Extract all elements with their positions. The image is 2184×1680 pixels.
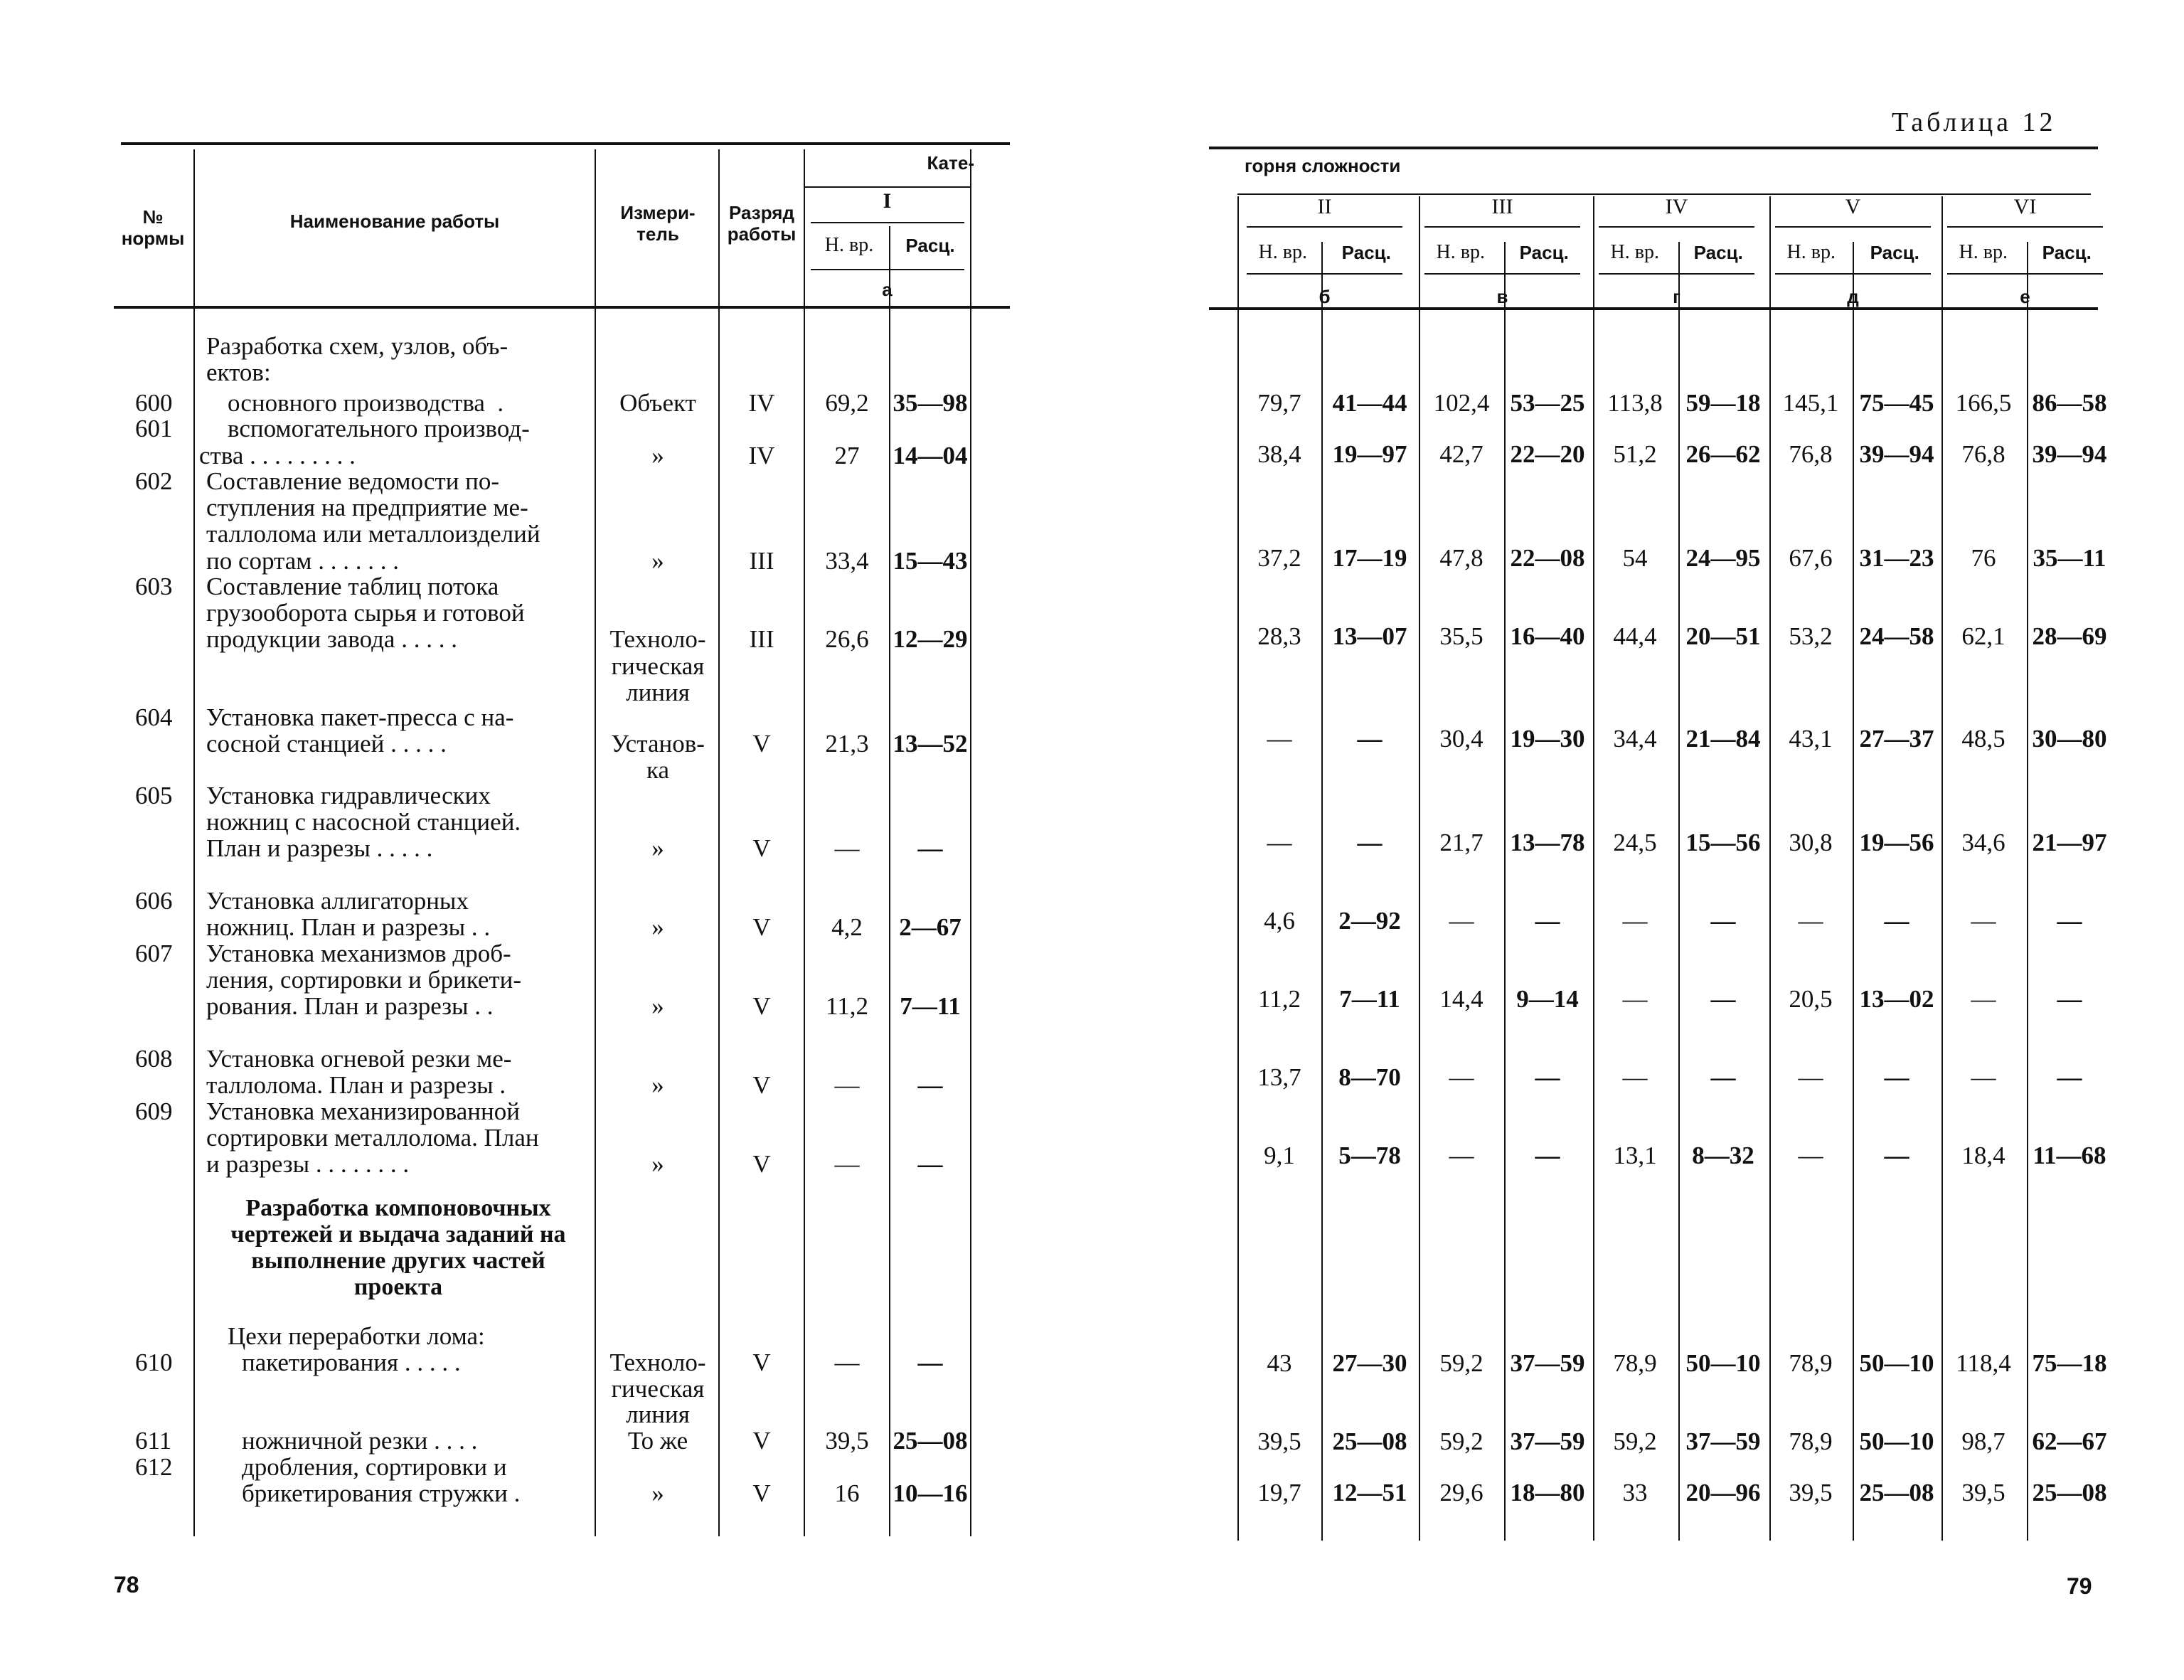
cat-rule: [805, 186, 970, 188]
rasc-cell: 7—11: [1339, 985, 1400, 1013]
nvr-cell: 27: [834, 442, 860, 469]
rasc-cell: 8—70: [1338, 1063, 1401, 1091]
work-name: Установка механизированной: [206, 1097, 520, 1125]
rasc-cell: 86—58: [2032, 389, 2107, 417]
rasc-cell: —: [1535, 1063, 1560, 1091]
nvr-cell: —: [1798, 1063, 1823, 1091]
header-cat-I: I: [883, 189, 892, 213]
rasc-cell: —: [1535, 1142, 1560, 1169]
rank-cell: V: [752, 1427, 771, 1455]
rank-cell: V: [752, 992, 771, 1020]
rasc-cell: 50—10: [1859, 1428, 1934, 1455]
rasc-cell: 19—56: [1859, 829, 1934, 856]
rasc-cell: —: [1357, 829, 1383, 856]
rasc-cell: —: [917, 1349, 943, 1376]
nvr-cell: 113,8: [1607, 389, 1663, 417]
norm-number: 607: [135, 940, 173, 967]
nvr-cell: —: [1267, 829, 1292, 856]
work-name: План и разрезы . . . . .: [206, 834, 433, 862]
work-name: вспомогательного производ-: [228, 415, 530, 442]
col-divider: [2027, 242, 2028, 1541]
header-nvr: Н. вр.: [1258, 241, 1307, 263]
nvr-cell: 39,5: [1789, 1479, 1833, 1506]
work-name: ступления на предприятие ме-: [206, 494, 528, 521]
norm-number: 609: [135, 1097, 173, 1125]
rasc-cell: —: [1884, 1063, 1909, 1091]
meter-cell: »: [651, 1071, 664, 1099]
nvr-cell: —: [1798, 907, 1823, 935]
category-letter: е: [2020, 286, 2030, 307]
rasc-cell: 8—32: [1692, 1142, 1754, 1169]
work-name: сортировки металлолома. План: [206, 1124, 539, 1152]
meter-cell: ка: [646, 756, 669, 784]
nvr-cell: 21,3: [825, 730, 869, 757]
nvr-cell: —: [1622, 1063, 1648, 1091]
rank-cell: IV: [748, 389, 775, 417]
norm-number: 600: [135, 389, 173, 417]
work-name: Установка пакет-пресса с на-: [206, 703, 514, 731]
nvr-cell: —: [1798, 1142, 1823, 1169]
header-letter-a: а: [882, 279, 893, 300]
header-rule: [1599, 273, 1754, 275]
meter-cell: линия: [626, 1400, 690, 1428]
norm-number: 604: [135, 703, 173, 731]
rasc-cell: 39—94: [1859, 440, 1934, 468]
rasc-cell: —: [917, 1071, 943, 1099]
cat-rule-3: [811, 269, 964, 270]
rasc-cell: 15—56: [1685, 829, 1761, 856]
rasc-cell: —: [1710, 1063, 1736, 1091]
nvr-cell: 34,4: [1613, 725, 1657, 753]
rasc-cell: 20—96: [1685, 1479, 1761, 1506]
norm-number: 612: [135, 1453, 173, 1481]
category-tail: горня сложности: [1245, 155, 1401, 176]
header-category: Кате-: [927, 152, 974, 174]
nvr-cell: —: [1622, 985, 1648, 1013]
nvr-cell: 43: [1267, 1349, 1292, 1377]
nvr-cell: 33: [1622, 1479, 1648, 1506]
nvr-cell: 39,5: [1257, 1428, 1301, 1455]
nvr-cell: 38,4: [1257, 440, 1301, 468]
rasc-cell: 37—59: [1510, 1428, 1585, 1455]
header-bottom-rule: [114, 306, 1010, 309]
nvr-cell: —: [1267, 725, 1292, 753]
category-roman: IV: [1665, 195, 1688, 218]
rank-cell: V: [752, 1349, 771, 1376]
work-name: таллолома. План и разрезы .: [206, 1071, 506, 1099]
rasc-cell: 21—97: [2032, 829, 2107, 856]
nvr-cell: 76: [1971, 544, 1996, 572]
work-name: ства . . . . . . . . .: [199, 442, 356, 469]
col-divider: [970, 149, 971, 1536]
nvr-cell: 9,1: [1264, 1142, 1295, 1169]
work-name: ножниц с насосной станцией.: [206, 808, 521, 836]
header-rule: [1599, 226, 1754, 228]
nvr-cell: 24,5: [1613, 829, 1657, 856]
rasc-cell: 7—11: [900, 992, 961, 1020]
top-rule-right: [1209, 147, 2098, 149]
nvr-cell: 76,8: [1961, 440, 2005, 468]
nvr-cell: 118,4: [1956, 1349, 2011, 1377]
header-rasc: Расц.: [905, 235, 955, 256]
work-name: ножниц. План и разрезы . .: [206, 913, 491, 941]
nvr-cell: —: [834, 1071, 860, 1099]
rank-cell: V: [752, 1071, 771, 1099]
category-roman: III: [1491, 195, 1513, 218]
nvr-cell: —: [1449, 907, 1474, 935]
rasc-cell: 35—11: [2033, 544, 2106, 572]
rank-cell: IV: [748, 442, 775, 469]
col-divider: [889, 226, 890, 1536]
rasc-cell: 22—20: [1510, 440, 1585, 468]
meter-cell: То же: [627, 1427, 688, 1455]
work-name: Разработка схем, узлов, объ-: [206, 332, 508, 360]
cat-rule-right: [1237, 193, 2091, 195]
nvr-cell: 59,2: [1613, 1428, 1657, 1455]
rasc-cell: 16—40: [1510, 622, 1585, 650]
work-name: Установка аллигаторных: [206, 887, 469, 915]
cat-rule-2: [811, 222, 964, 223]
rasc-cell: 26—62: [1685, 440, 1761, 468]
header-nvr: Н. вр.: [824, 234, 874, 256]
nvr-cell: —: [1622, 907, 1648, 935]
nvr-cell: 102,4: [1433, 389, 1490, 417]
category-letter: в: [1496, 286, 1508, 307]
rasc-cell: 75—45: [1859, 389, 1934, 417]
category-letter: б: [1319, 286, 1331, 307]
col-divider: [1504, 242, 1506, 1541]
nvr-cell: 35,5: [1439, 622, 1483, 650]
nvr-cell: 42,7: [1439, 440, 1483, 468]
nvr-cell: 39,5: [825, 1427, 869, 1455]
rasc-cell: 13—02: [1859, 985, 1934, 1013]
rasc-cell: 62—67: [2032, 1428, 2107, 1455]
header-meter: Измери- тель: [620, 202, 696, 245]
meter-cell: Объект: [619, 389, 696, 417]
meter-cell: »: [651, 913, 664, 941]
header-nvr: Н. вр.: [1959, 241, 2008, 263]
nvr-cell: 13,7: [1257, 1063, 1301, 1091]
work-name: дробления, сортировки и: [242, 1453, 507, 1481]
nvr-cell: 30,8: [1789, 829, 1833, 856]
norm-number: 601: [135, 415, 173, 442]
nvr-cell: 59,2: [1439, 1349, 1483, 1377]
rasc-cell: —: [2057, 1063, 2082, 1091]
rasc-cell: 27—37: [1859, 725, 1934, 753]
page-number-right: 79: [2067, 1573, 2092, 1599]
nvr-cell: 21,7: [1439, 829, 1483, 856]
rank-cell: V: [752, 1479, 771, 1507]
nvr-cell: 78,9: [1613, 1349, 1657, 1377]
rasc-cell: 37—59: [1685, 1428, 1761, 1455]
rasc-cell: 2—67: [899, 913, 962, 941]
nvr-cell: 14,4: [1439, 985, 1483, 1013]
col-divider: [1321, 242, 1323, 1541]
rasc-cell: 19—30: [1510, 725, 1585, 753]
meter-cell: »: [651, 992, 664, 1020]
meter-cell: »: [651, 442, 664, 469]
category-roman: II: [1317, 195, 1332, 218]
rank-cell: V: [752, 913, 771, 941]
meter-cell: »: [651, 1150, 664, 1178]
meter-cell: линия: [626, 679, 690, 706]
rank-cell: V: [752, 730, 771, 757]
meter-cell: Техноло-: [609, 625, 706, 653]
header-rule: [1247, 226, 1402, 228]
rasc-cell: —: [2057, 907, 2082, 935]
rasc-cell: 28—69: [2032, 622, 2107, 650]
rasc-cell: 24—58: [1859, 622, 1934, 650]
rank-cell: V: [752, 834, 771, 862]
work-name: Цехи переработки лома:: [228, 1322, 485, 1350]
rasc-cell: 5—78: [1338, 1142, 1401, 1169]
norm-number: 610: [135, 1349, 173, 1376]
nvr-cell: 44,4: [1613, 622, 1657, 650]
category-letter: д: [1847, 286, 1859, 307]
category-roman: VI: [2013, 195, 2037, 218]
rasc-cell: —: [917, 1150, 943, 1178]
nvr-cell: 67,6: [1789, 544, 1833, 572]
meter-cell: »: [651, 834, 664, 862]
rasc-cell: 17—19: [1332, 544, 1407, 572]
nvr-cell: 47,8: [1439, 544, 1483, 572]
work-name: продукции завода . . . . .: [206, 625, 457, 653]
header-name: Наименование работы: [289, 211, 500, 232]
work-name: рования. План и разрезы . .: [206, 992, 494, 1020]
rasc-cell: 15—43: [893, 547, 968, 575]
work-name: Установка гидравлических: [206, 782, 491, 809]
header-bottom-rule-right: [1209, 307, 2098, 310]
col-divider: [804, 149, 805, 1536]
col-divider: [595, 149, 596, 1536]
nvr-cell: 78,9: [1789, 1428, 1833, 1455]
nvr-cell: 54: [1622, 544, 1648, 572]
rasc-cell: 30—80: [2032, 725, 2107, 753]
rasc-cell: 20—51: [1685, 622, 1761, 650]
rasc-cell: 39—94: [2032, 440, 2107, 468]
work-name: ления, сортировки и брикети-: [206, 966, 522, 994]
header-rank: Разряд работы: [727, 202, 797, 245]
rasc-cell: —: [1535, 907, 1560, 935]
work-name: Установка огневой резки ме-: [206, 1045, 512, 1073]
header-no: № нормы: [121, 206, 185, 249]
header-rule: [1247, 273, 1402, 275]
work-name: Составление ведомости по-: [206, 467, 500, 495]
work-name: и разрезы . . . . . . . .: [206, 1150, 410, 1178]
rasc-cell: 18—80: [1510, 1479, 1585, 1506]
work-name: Установка механизмов дроб-: [206, 940, 511, 967]
header-rule: [1947, 226, 2103, 228]
rasc-cell: —: [917, 834, 943, 862]
work-name: основного производства .: [228, 389, 504, 417]
rasc-cell: —: [1884, 1142, 1909, 1169]
rasc-cell: 35—98: [893, 389, 968, 417]
norm-number: 611: [135, 1427, 172, 1455]
rasc-cell: 41—44: [1332, 389, 1407, 417]
nvr-cell: —: [1971, 985, 1996, 1013]
nvr-cell: 19,7: [1257, 1479, 1301, 1506]
header-rasc: Расц.: [1870, 242, 1919, 263]
header-rasc: Расц.: [1519, 242, 1569, 263]
rasc-cell: 21—84: [1685, 725, 1761, 753]
rasc-cell: 27—30: [1332, 1349, 1407, 1377]
rasc-cell: 31—23: [1859, 544, 1934, 572]
meter-cell: гическая: [611, 1375, 705, 1403]
col-divider: [1853, 242, 1854, 1541]
rasc-cell: 14—04: [893, 442, 968, 469]
work-name: брикетирования стружки .: [242, 1479, 521, 1507]
rasc-cell: 13—52: [893, 730, 968, 757]
norm-number: 608: [135, 1045, 173, 1073]
rasc-cell: 75—18: [2032, 1349, 2107, 1377]
meter-cell: гическая: [611, 652, 705, 680]
rasc-cell: 37—59: [1510, 1349, 1585, 1377]
work-name: ектов:: [206, 358, 271, 386]
nvr-cell: 69,2: [825, 389, 869, 417]
rasc-cell: —: [1710, 907, 1736, 935]
rasc-cell: 25—08: [1332, 1428, 1407, 1455]
nvr-cell: 4,2: [831, 913, 863, 941]
nvr-cell: 16: [834, 1479, 860, 1507]
nvr-cell: 53,2: [1789, 622, 1833, 650]
rasc-cell: 13—78: [1510, 829, 1585, 856]
nvr-cell: —: [1971, 907, 1996, 935]
norm-number: 605: [135, 782, 173, 809]
rasc-cell: 59—18: [1685, 389, 1761, 417]
nvr-cell: 11,2: [826, 992, 868, 1020]
norm-number: 602: [135, 467, 173, 495]
rasc-cell: 25—08: [2032, 1479, 2107, 1506]
nvr-cell: 51,2: [1613, 440, 1657, 468]
meter-cell: Установ-: [611, 730, 705, 757]
nvr-cell: —: [834, 1150, 860, 1178]
nvr-cell: 20,5: [1789, 985, 1833, 1013]
nvr-cell: —: [1449, 1142, 1474, 1169]
nvr-cell: 59,2: [1439, 1428, 1483, 1455]
nvr-cell: 62,1: [1961, 622, 2005, 650]
rasc-cell: 12—51: [1332, 1479, 1407, 1506]
rasc-cell: 53—25: [1510, 389, 1585, 417]
rasc-cell: —: [1357, 725, 1383, 753]
nvr-cell: 26,6: [825, 625, 869, 653]
nvr-cell: 98,7: [1961, 1428, 2005, 1455]
work-name: грузооборота сырья и готовой: [206, 599, 525, 627]
work-name: Составление таблиц потока: [206, 573, 499, 600]
table-title: Таблица 12: [1892, 107, 2057, 137]
nvr-cell: 43,1: [1789, 725, 1833, 753]
meter-cell: »: [651, 1479, 664, 1507]
header-nvr: Н. вр.: [1786, 241, 1836, 263]
rasc-cell: 50—10: [1859, 1349, 1934, 1377]
nvr-cell: 76,8: [1789, 440, 1833, 468]
nvr-cell: —: [834, 834, 860, 862]
nvr-cell: 4,6: [1264, 907, 1295, 935]
section-heading: Разработка компоновочных чертежей и выдача заданий на выполнение других частей проекта: [230, 1195, 566, 1300]
nvr-cell: —: [1971, 1063, 1996, 1091]
nvr-cell: —: [834, 1349, 860, 1376]
nvr-cell: 28,3: [1257, 622, 1301, 650]
header-rule: [1424, 226, 1580, 228]
header-rasc: Расц.: [2042, 242, 2092, 263]
nvr-cell: 39,5: [1961, 1479, 2005, 1506]
rasc-cell: —: [2057, 985, 2082, 1013]
meter-cell: »: [651, 547, 664, 575]
nvr-cell: 29,6: [1439, 1479, 1483, 1506]
header-rasc: Расц.: [1341, 242, 1391, 263]
work-name: по сортам . . . . . . .: [206, 547, 399, 575]
nvr-cell: 78,9: [1789, 1349, 1833, 1377]
rasc-cell: —: [1884, 907, 1909, 935]
category-roman: V: [1845, 195, 1861, 218]
col-divider: [1678, 242, 1680, 1541]
work-name: таллолома или металлоизделий: [206, 520, 540, 548]
norm-number: 606: [135, 887, 173, 915]
rasc-cell: 24—95: [1685, 544, 1761, 572]
rank-cell: V: [752, 1150, 771, 1178]
nvr-cell: 30,4: [1439, 725, 1483, 753]
header-rasc: Расц.: [1693, 242, 1743, 263]
rasc-cell: 25—08: [893, 1427, 968, 1455]
work-name: сосной станцией . . . . .: [206, 730, 447, 757]
rasc-cell: 11—68: [2033, 1142, 2106, 1169]
nvr-cell: 79,7: [1257, 389, 1301, 417]
header-rule: [1775, 226, 1931, 228]
rasc-cell: 22—08: [1510, 544, 1585, 572]
col-divider: [193, 149, 195, 1536]
nvr-cell: 145,1: [1782, 389, 1839, 417]
rasc-cell: 12—29: [893, 625, 968, 653]
rasc-cell: 50—10: [1685, 1349, 1761, 1377]
nvr-cell: 33,4: [825, 547, 869, 575]
page-number-left: 78: [114, 1572, 139, 1597]
nvr-cell: 34,6: [1961, 829, 2005, 856]
rasc-cell: 2—92: [1338, 907, 1401, 935]
work-name: ножничной резки . . . .: [242, 1427, 478, 1455]
header-nvr: Н. вр.: [1610, 241, 1659, 263]
rasc-cell: 13—07: [1332, 622, 1407, 650]
rasc-cell: 19—97: [1332, 440, 1407, 468]
nvr-cell: 13,1: [1613, 1142, 1657, 1169]
nvr-cell: 18,4: [1961, 1142, 2005, 1169]
category-letter: г: [1673, 286, 1680, 307]
nvr-cell: 37,2: [1257, 544, 1301, 572]
nvr-cell: 11,2: [1258, 985, 1301, 1013]
rank-cell: III: [749, 547, 774, 575]
nvr-cell: —: [1449, 1063, 1474, 1091]
header-nvr: Н. вр.: [1436, 241, 1485, 263]
meter-cell: Техноло-: [609, 1349, 706, 1376]
nvr-cell: 166,5: [1955, 389, 2012, 417]
rasc-cell: 10—16: [893, 1479, 968, 1507]
work-name: пакетирования . . . . .: [242, 1349, 461, 1376]
header-rule: [1424, 273, 1580, 275]
rasc-cell: 9—14: [1516, 985, 1579, 1013]
norm-number: 603: [135, 573, 173, 600]
rank-cell: III: [749, 625, 774, 653]
rasc-cell: —: [1710, 985, 1736, 1013]
top-rule: [121, 142, 1010, 145]
nvr-cell: 48,5: [1961, 725, 2005, 753]
header-rule: [1947, 273, 2103, 275]
rasc-cell: 25—08: [1859, 1479, 1934, 1506]
